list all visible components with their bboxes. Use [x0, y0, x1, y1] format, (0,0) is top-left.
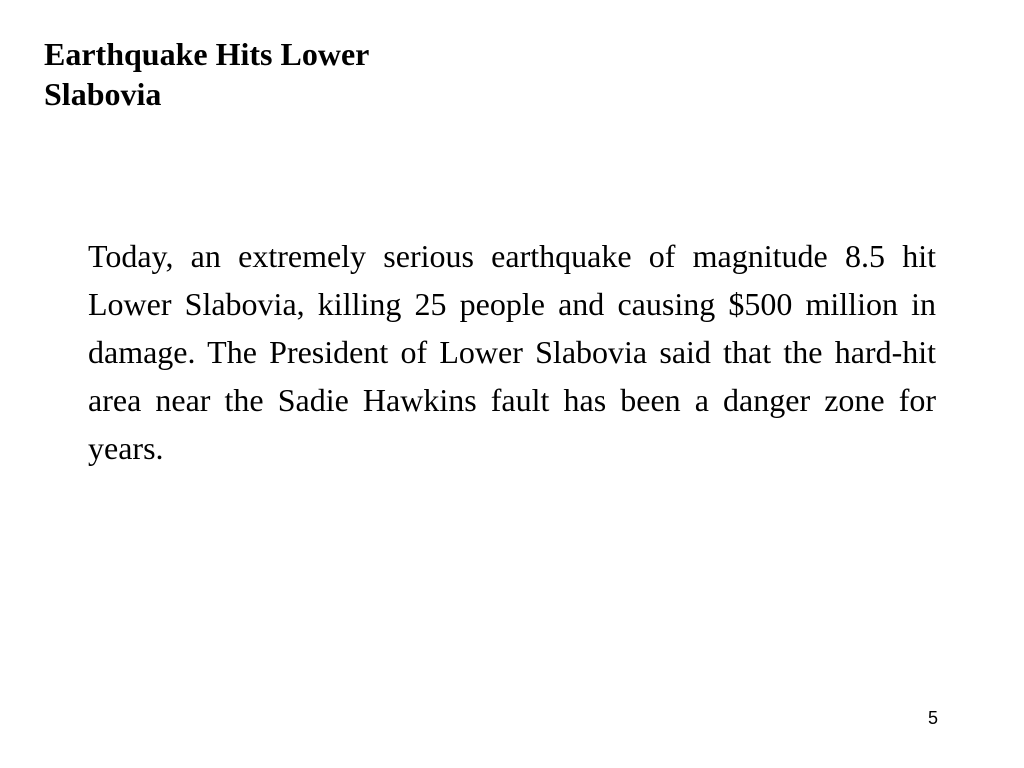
slide-title: Earthquake Hits Lower Slabovia	[44, 36, 370, 112]
slide-body-text: Today, an extremely serious earthquake of magnitude 8.5 hit Lower Slabovia, killing 25 people and causing $500 million in damage. The President of Lower Slabovia said that the hard-hit area near the Sadie Hawkins fault has been a danger zone for years.	[88, 238, 936, 466]
page-number: 5	[927, 708, 938, 728]
